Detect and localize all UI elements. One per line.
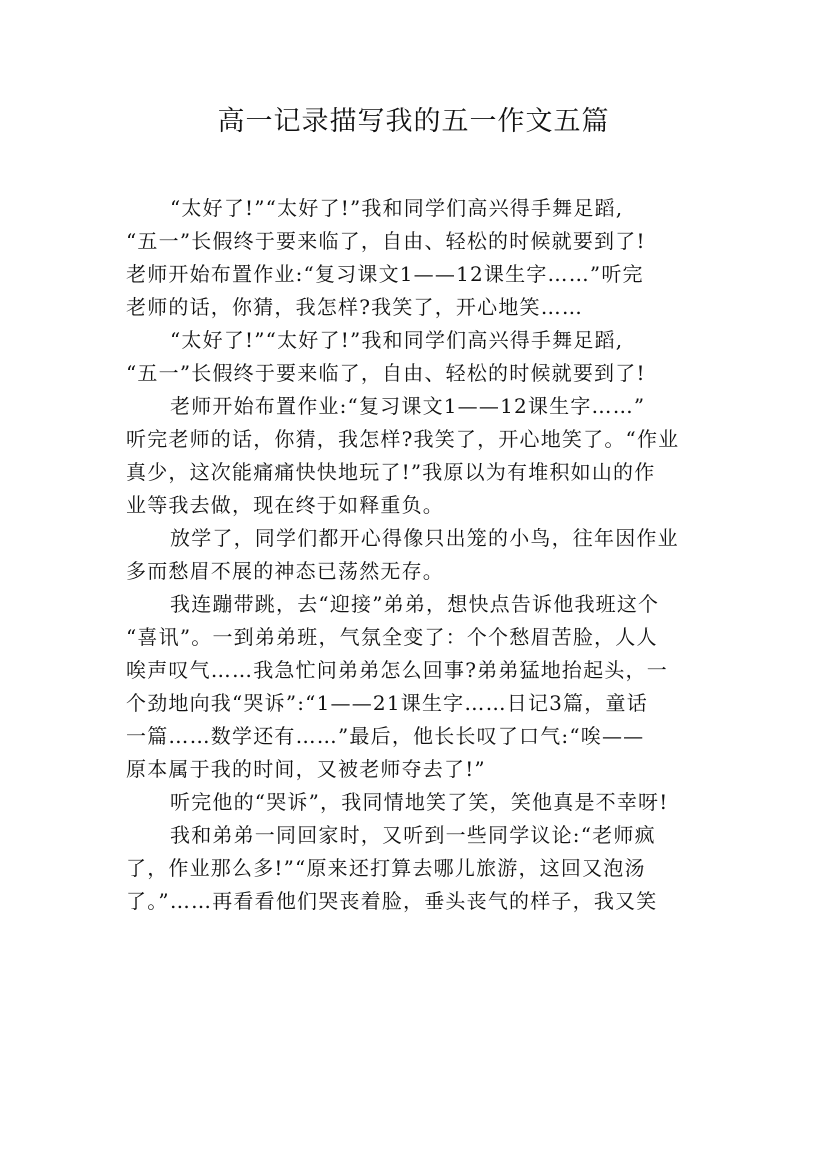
paragraph-2 [126, 324, 706, 390]
text-line: 听完他的“哭诉”，我同情地笑了笑，笑他真是不幸呀! [170, 790, 669, 814]
text-line: 了，作业那么多!”“原来还打算去哪儿旅游，这回又泡汤 [126, 856, 646, 880]
text-line: 我和弟弟一同回家时，又听到一些同学议论:“老师疯 [170, 823, 656, 847]
text-line: 放学了，同学们都开心得像只出笼的小鸟，往年因作业 [170, 526, 679, 550]
document-body [126, 192, 706, 918]
text-line: 老师的话，你猜，我怎样?我笑了，开心地笑…… [126, 295, 584, 319]
text-line: “喜讯”。一到弟弟班，气氛全变了：个个愁眉苦脸，人人 [126, 625, 658, 649]
text-line: 个劲地向我“哭诉”:“1——21课生字……日记3篇，童话 [126, 691, 648, 715]
paragraph-7 [126, 819, 706, 918]
text-line: “五一”长假终于要来临了，自由、轻松的时候就要到了! [126, 229, 646, 253]
paragraph-5 [126, 588, 706, 786]
text-line: 老师开始布置作业:“复习课文1——12课生字……”听完 [126, 262, 644, 286]
text-line: “五一”长假终于要来临了，自由、轻松的时候就要到了! [126, 361, 646, 385]
text-line: 真少，这次能痛痛快快地玩了!”我原以为有堆积如山的作 [126, 460, 656, 484]
text-line: “太好了!”“太好了!”我和同学们高兴得手舞足蹈, [170, 328, 624, 352]
text-line: 一篇……数学还有……”最后，他长长叹了口气:“唉—— [126, 724, 645, 748]
text-line: 了。”……再看看他们哭丧着脸，垂头丧气的样子，我又笑 [126, 889, 658, 913]
text-line: 唉声叹气……我急忙问弟弟怎么回事?弟弟猛地抬起头，一 [126, 658, 668, 682]
text-line: 业等我去做，现在终于如释重负。 [126, 493, 444, 517]
paragraph-4 [126, 522, 706, 588]
text-line: “太好了!”“太好了!”我和同学们高兴得手舞足蹈, [170, 196, 624, 220]
paragraph-3 [126, 390, 706, 522]
text-line: 老师开始布置作业:“复习课文1——12课生字……” [170, 394, 646, 418]
paragraph-1 [126, 192, 706, 324]
document-title: 高一记录描写我的五一作文五篇 [217, 106, 610, 137]
text-line: 原本属于我的时间，又被老师夺去了!” [126, 757, 486, 781]
text-line: 我连蹦带跳，去“迎接”弟弟，想快点告诉他我班这个 [170, 592, 660, 616]
text-line: 听完老师的话，你猜，我怎样?我笑了，开心地笑了。“作业 [126, 427, 680, 451]
text-line: 多而愁眉不展的神态已荡然无存。 [126, 559, 444, 583]
paragraph-6 [126, 786, 706, 819]
